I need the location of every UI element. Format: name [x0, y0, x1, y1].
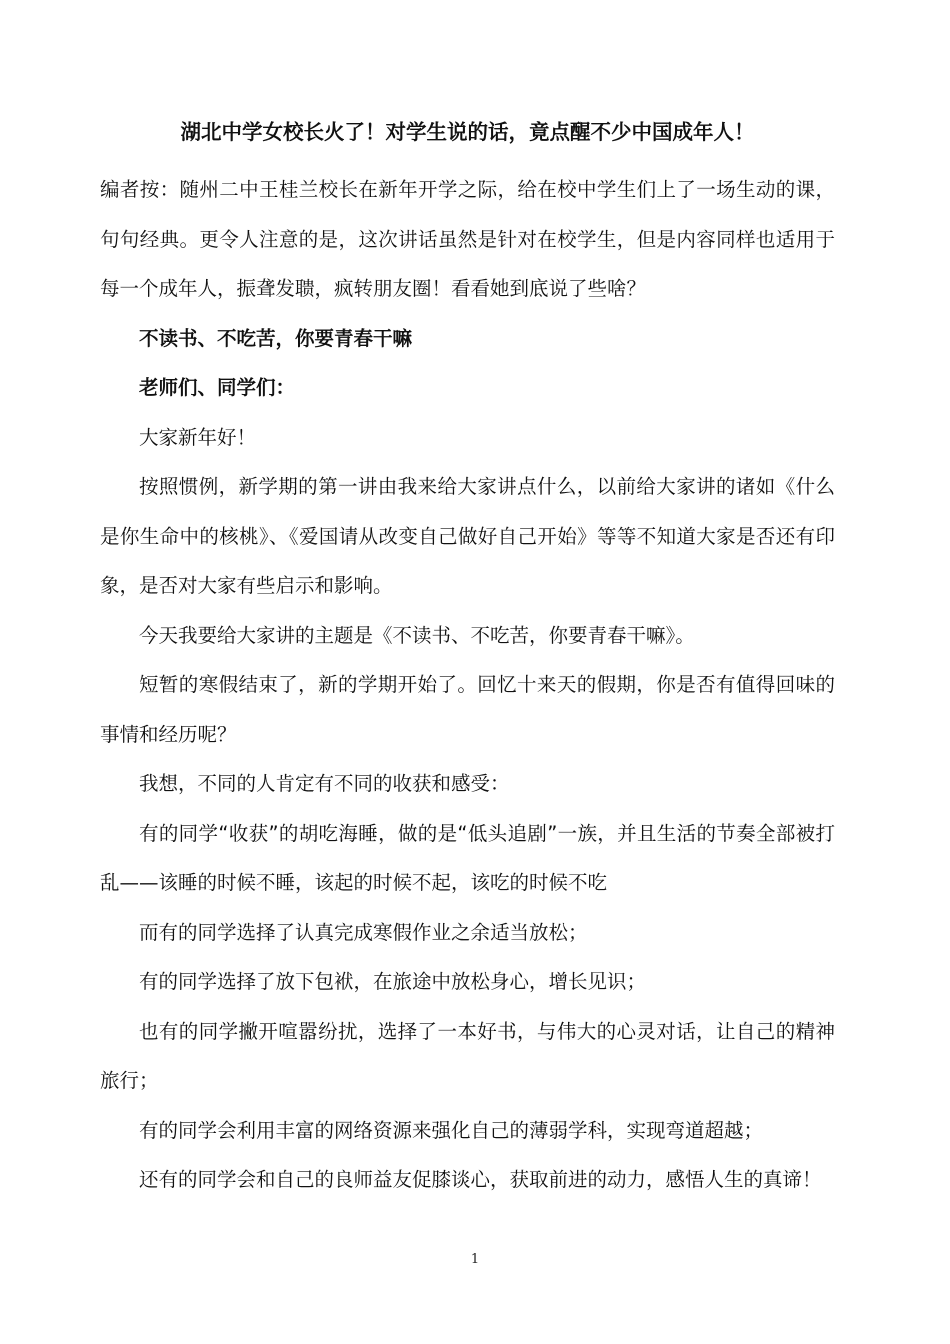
page-number: 1: [470, 1252, 480, 1267]
document-title: 湖北中学女校长火了！对学生说的话，竟点醒不少中国成年人！: [180, 120, 755, 144]
body-paragraph: 我想，不同的人肯定有不同的收获和感受：: [139, 772, 510, 795]
body-paragraph: 今天我要给大家讲的主题是《不读书、不吃苦，你要青春干嘛》。: [139, 623, 695, 647]
document-body: [100, 165, 835, 1205]
body-paragraph: 大家新年好！: [139, 425, 257, 449]
speech-heading: 不读书、不吃苦，你要青春干嘛: [139, 326, 413, 350]
body-paragraph: 也有的同学撇开喧嚣纷扰，选择了一本好书，与伟大的心灵对话，让自己的精神旅行；: [100, 1019, 835, 1092]
body-paragraph: 有的同学会利用丰富的网络资源来强化自己的薄弱学科，实现弯道超越；: [139, 1118, 764, 1142]
body-paragraph: 短暂的寒假结束了，新的学期开始了。回忆十来天的假期，你是否有值得回味的事情和经历呢？: [100, 673, 835, 746]
body-paragraph: 有的同学“收获”的胡吃海睡，做的是“低头追剧”一族，并且生活的节奏全部被打乱——该睡的时候不睡，该起的时候不起，该吃的时候不吃: [100, 821, 835, 894]
body-paragraph: 按照惯例，新学期的第一讲由我来给大家讲点什么，以前给大家讲的诸如《什么是你生命中的核桃》、《爱国请从改变自己做好自己开始》等等不知道大家是否还有印象，是否对大家有些启示和影响。: [100, 475, 835, 597]
body-paragraph: 有的同学选择了放下包袱，在旅途中放松身心，增长见识；: [139, 970, 647, 993]
speech-salutation: 老师们、同学们：: [139, 376, 296, 399]
body-paragraph: 还有的同学会和自己的良师益友促膝谈心，获取前进的动力，感悟人生的真谛！: [139, 1168, 822, 1191]
body-paragraph: 而有的同学选择了认真完成寒假作业之余适当放松；: [139, 920, 588, 944]
editor-note-paragraph: 编者按：随州二中王桂兰校长在新年开学之际，给在校中学生们上了一场生动的课，句句经典。更令人注意的是，这次讲话虽然是针对在校学生，但是内容同样也适用于每一个成年人，振聋发聩，疯转朋友圈！看看她到底说了些啥？: [100, 178, 835, 300]
